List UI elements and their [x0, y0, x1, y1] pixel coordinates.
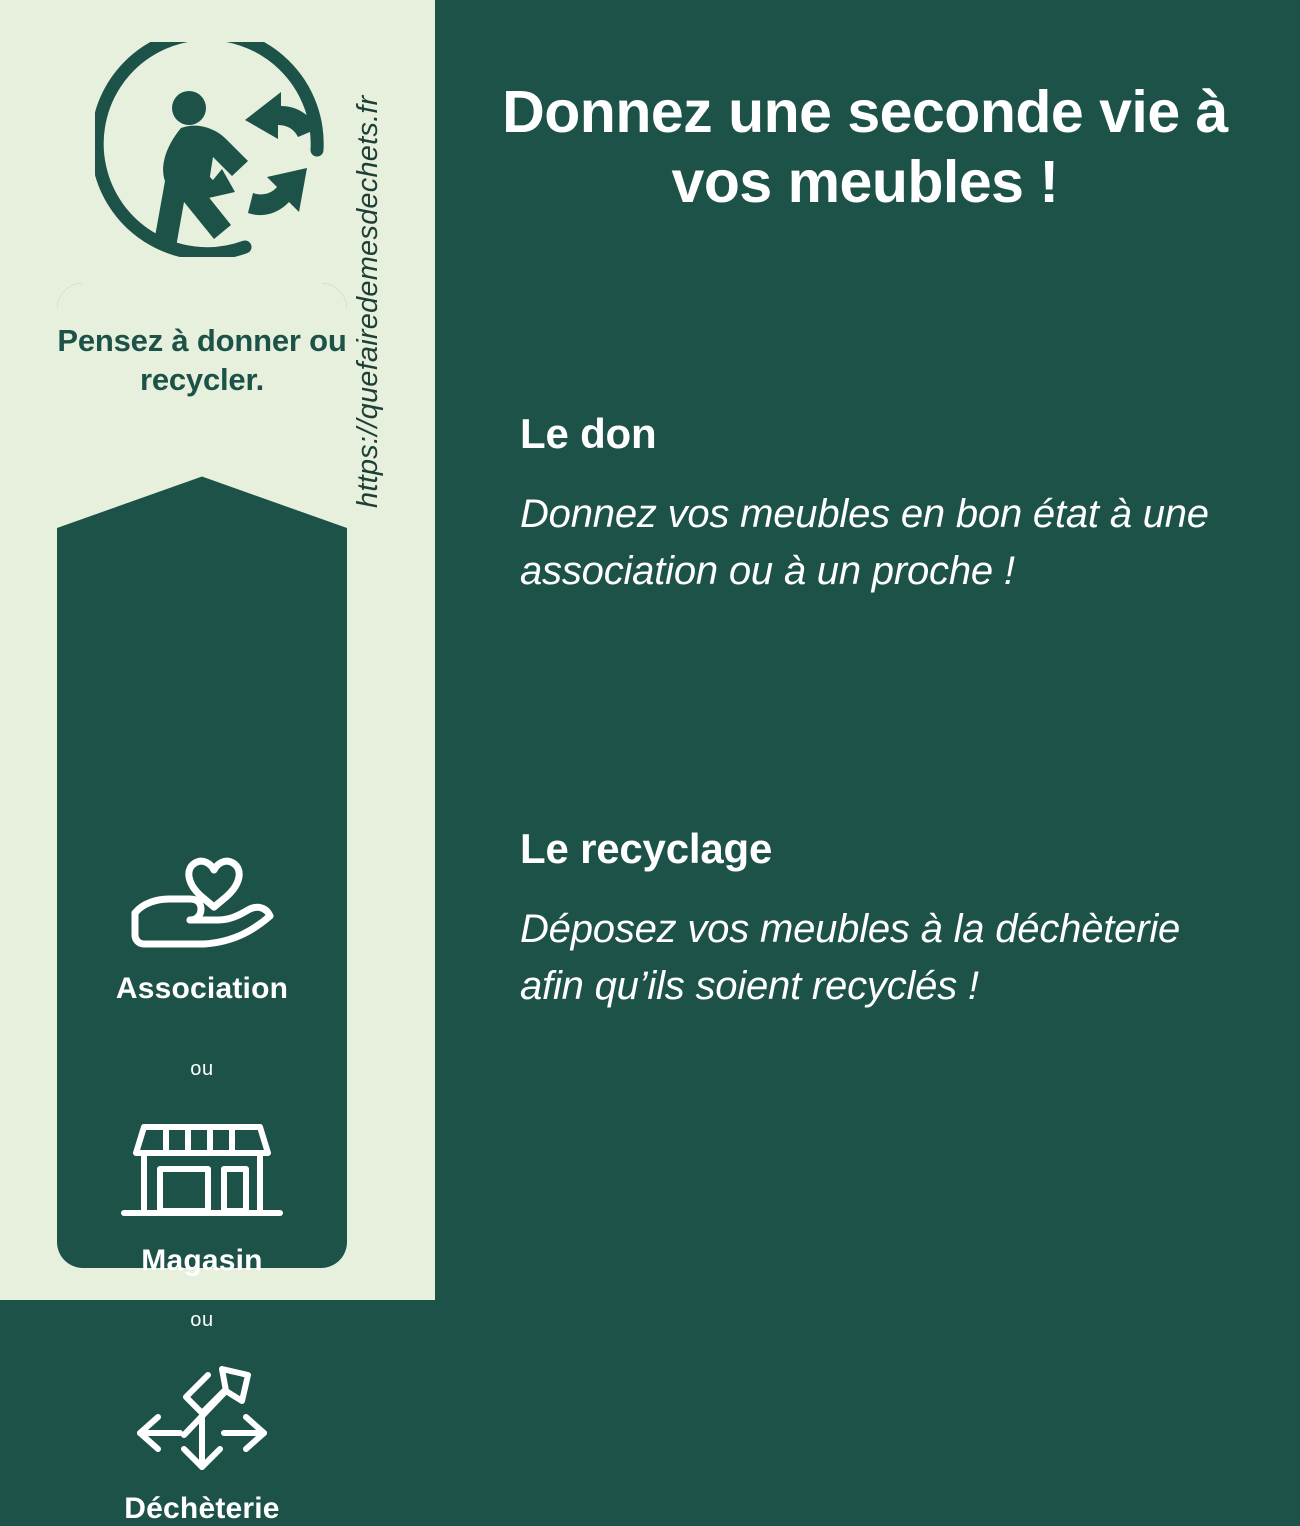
advice-banner-text: Pensez à donner ou recycler. [57, 323, 347, 398]
section-le-recyclage [520, 825, 1240, 1015]
section-body-le-recyclage: Déposez vos meubles à la déchèterie afin qu’ils soient recyclés ! [520, 907, 1181, 1008]
left-panel [0, 0, 435, 1525]
separator-ou-2: ou [190, 1309, 214, 1331]
section-title-le-don: Le don [520, 410, 657, 457]
step-label-dechterie: Déchèterie [124, 1492, 280, 1525]
website-url[interactable]: https://quefairedemesdechets.fr [352, 95, 384, 508]
headline: Donnez une seconde vie à vos meubles ! [502, 79, 1228, 215]
step-label-association: Association [115, 972, 289, 1005]
step-dechterie [57, 1361, 347, 1526]
right-panel [435, 0, 1300, 1300]
steps-column [57, 283, 347, 1525]
shop-storefront-icon [57, 1111, 347, 1234]
advice-banner [57, 283, 347, 528]
separator-ou-1: ou [190, 1058, 214, 1080]
step-magasin [57, 1111, 347, 1278]
waste-collection-center-icon [57, 1361, 347, 1482]
section-le-don [520, 410, 1240, 600]
section-title-le-recyclage: Le recyclage [520, 825, 773, 872]
step-label-magasin: Magasin [141, 1244, 263, 1277]
heart-in-hand-icon [57, 851, 347, 962]
recycling-person-logo [95, 42, 330, 257]
step-association [57, 851, 347, 1006]
section-body-le-don: Donnez vos meubles en bon état à une association ou à un proche ! [520, 492, 1209, 593]
